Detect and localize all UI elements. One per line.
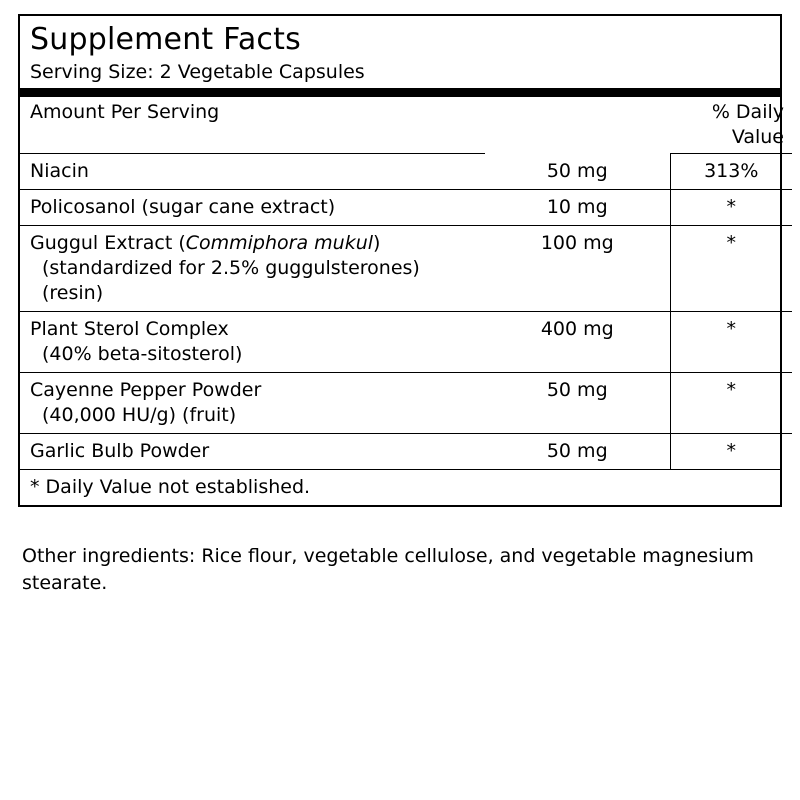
nutrient-daily-value: * bbox=[670, 312, 792, 373]
nutrient-daily-value: 313% bbox=[670, 154, 792, 190]
table-header-row bbox=[20, 97, 792, 154]
nutrient-subtext: (40,000 HU/g) (fruit) bbox=[42, 404, 237, 426]
daily-value-footnote: * Daily Value not established. bbox=[30, 476, 311, 498]
nutrient-amount: 50 mg bbox=[485, 373, 670, 434]
nutrition-table bbox=[20, 97, 792, 469]
nutrient-amount: 100 mg bbox=[485, 226, 670, 312]
nutrient-name: Garlic Bulb Powder bbox=[30, 440, 210, 462]
nutrient-subtext: (standardized for 2.5% guggulsterones) bbox=[42, 257, 420, 279]
nutrient-amount: 400 mg bbox=[485, 312, 670, 373]
table-row bbox=[20, 312, 792, 373]
supplement-facts-panel bbox=[18, 14, 782, 507]
other-ingredients-text: Other ingredients: Rice flour, vegetable cellulose, and vegetable magnesium stearate. bbox=[22, 545, 754, 594]
amount-per-serving-header: Amount Per Serving bbox=[20, 97, 485, 154]
nutrient-daily-value: * bbox=[670, 373, 792, 434]
nutrient-amount: 50 mg bbox=[485, 154, 670, 190]
nutrient-name-plain: Guggul Extract ( bbox=[30, 232, 186, 254]
nutrient-subtext: (40% beta-sitosterol) bbox=[42, 343, 243, 365]
nutrient-name-group bbox=[20, 312, 485, 373]
nutrient-daily-value: * bbox=[670, 226, 792, 312]
nutrient-name-latin: Commiphora mukul bbox=[185, 232, 374, 254]
serving-size-text: Serving Size: 2 Vegetable Capsules bbox=[30, 61, 365, 83]
nutrient-name-tail: ) bbox=[373, 232, 381, 254]
table-row bbox=[20, 373, 792, 434]
daily-value-header: % Daily Value bbox=[670, 97, 792, 154]
nutrient-name: Cayenne Pepper Powder bbox=[30, 379, 262, 401]
nutrient-name: Plant Sterol Complex bbox=[30, 318, 229, 340]
nutrient-name: Niacin bbox=[20, 154, 485, 190]
nutrient-name: Policosanol (sugar cane extract) bbox=[20, 190, 485, 226]
table-row bbox=[20, 226, 792, 312]
table-row bbox=[20, 434, 792, 470]
nutrient-name-group bbox=[20, 373, 485, 434]
page-title: Supplement Facts bbox=[30, 22, 301, 57]
nutrient-amount: 10 mg bbox=[485, 190, 670, 226]
nutrient-daily-value: * bbox=[670, 190, 792, 226]
nutrient-amount: 50 mg bbox=[546, 440, 608, 462]
nutrient-daily-value: * bbox=[670, 434, 792, 470]
table-row bbox=[20, 190, 792, 226]
nutrient-name-group bbox=[20, 226, 485, 312]
amount-column-header bbox=[485, 97, 670, 154]
footnote-row bbox=[20, 470, 780, 505]
nutrient-subtext-2: (resin) bbox=[42, 282, 104, 304]
header-divider-thick bbox=[20, 88, 780, 97]
footnote-table bbox=[20, 470, 780, 505]
supplement-facts-header bbox=[20, 16, 780, 88]
table-row bbox=[20, 154, 792, 190]
